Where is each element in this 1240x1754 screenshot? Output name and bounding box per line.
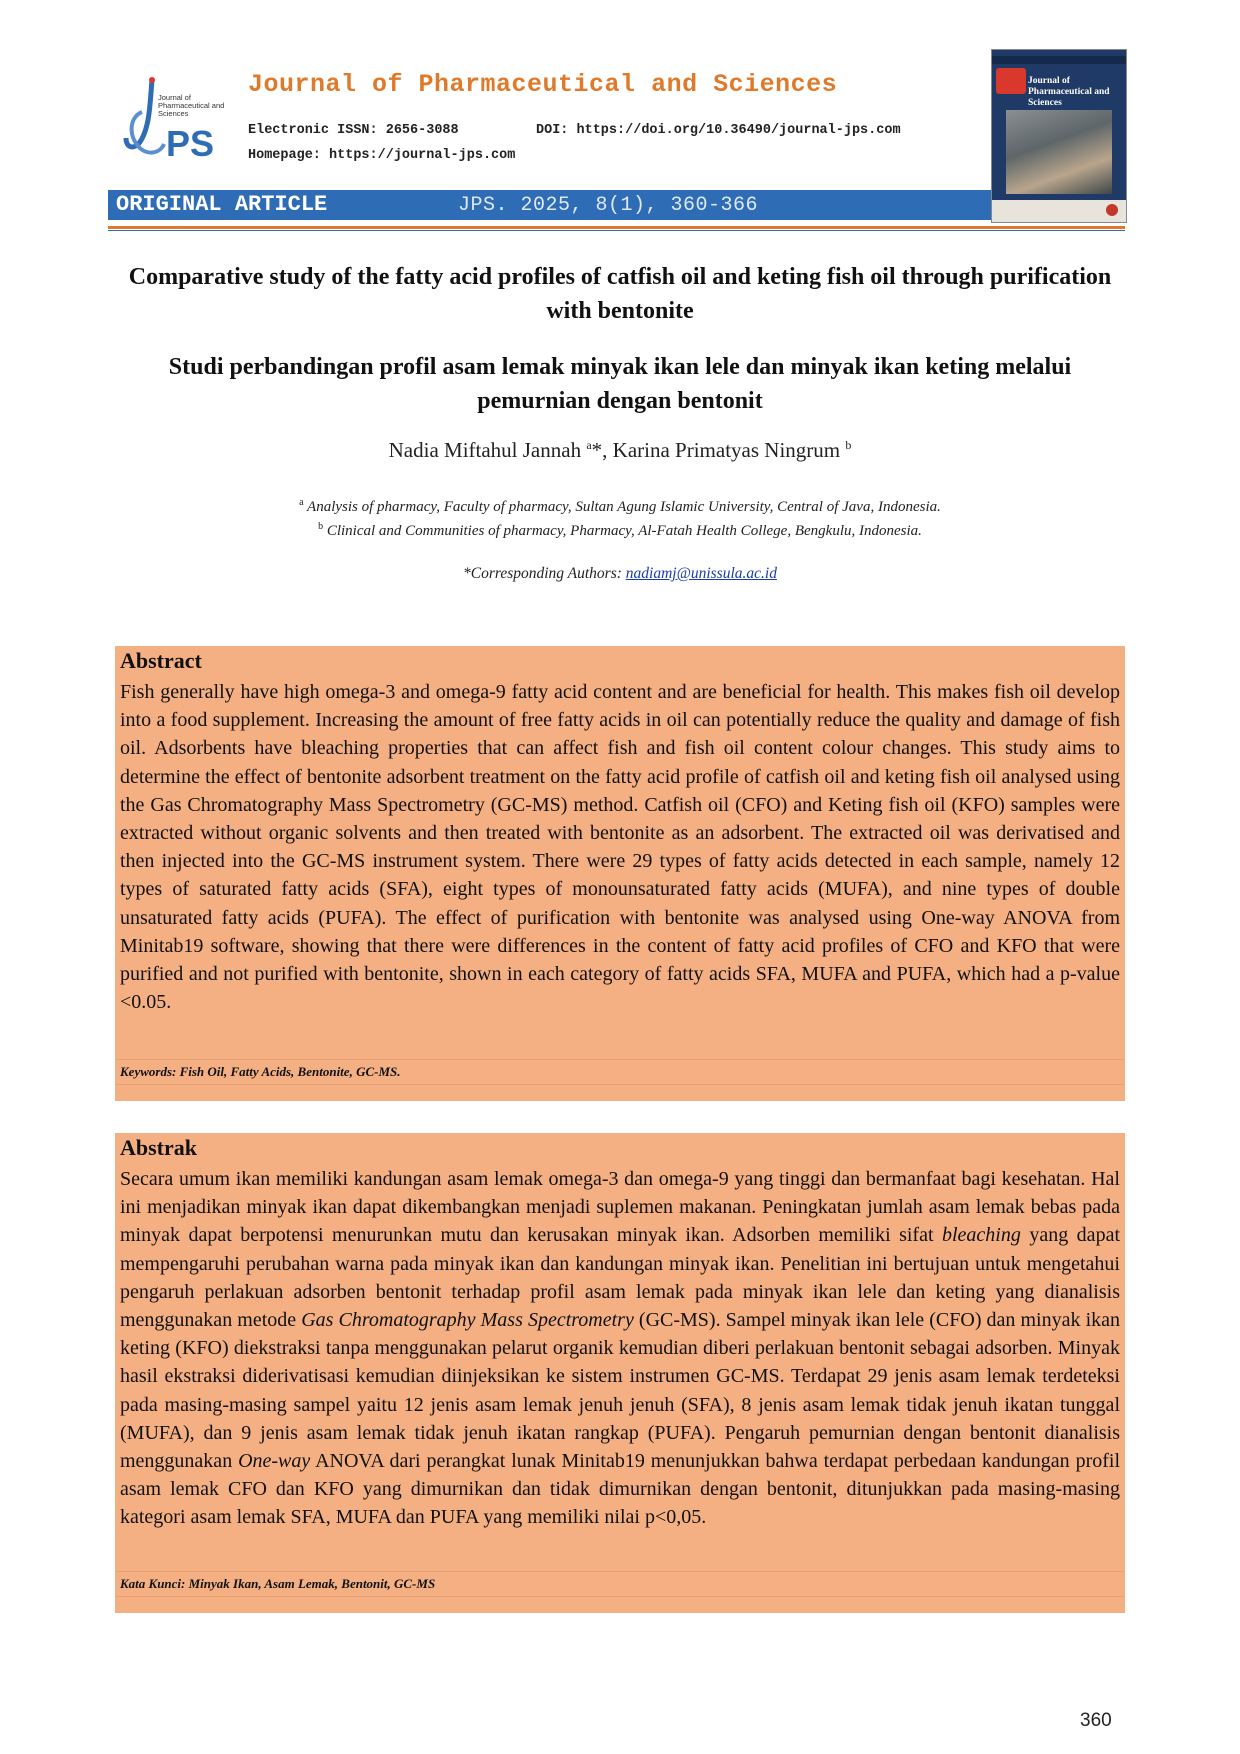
affiliation-text: Clinical and Communities of pharmacy, Pharmacy, Al-Fatah Health College, Bengkulu, Indonesia. [323,523,922,539]
abstrak-italic-term: bleaching [942,1224,1021,1247]
abstrak-text [120,1165,1120,1532]
keywords-divider [115,1571,1125,1572]
kata-kunci-line: Kata Kunci: Minyak Ikan, Asam Lemak, Bentonit, GC-MS [120,1576,436,1591]
author-affil-marker: b [845,438,852,452]
keywords-label: Keywords [120,1064,172,1079]
article-type-bar [108,190,991,220]
journal-title: Journal of Pharmaceutical and Sciences [248,70,838,99]
article-type: ORIGINAL ARTICLE [116,192,328,217]
affiliation-text: Analysis of pharmacy, Faculty of pharmacy, Sultan Agung Islamic University, Central of Java, Indonesia. [303,499,941,515]
keywords-line [120,1064,401,1080]
keywords-text: : Fish Oil, Fatty Acids, Bentonite, GC-MS. [172,1064,401,1079]
keywords-divider [115,1084,1125,1085]
abstract-english-box [115,646,1125,1101]
author-name: Karina Primatyas Ningrum [612,438,846,462]
abstrak-italic-term: One-way [238,1450,311,1473]
abstract-heading: Abstract [120,648,202,673]
abstrak-italic-term: Gas Chromatography Mass Spectrometry [301,1309,634,1332]
abstract-text: Fish generally have high omega-3 and omega-9 fatty acid content and are beneficial for health. This makes fish oil develop into a food supplement. Increasing the amount of free fatty acids in oil can potentially reduce the quality and damage of fish oil. Adsorbents have bleaching properties that can affect fish and fish oil content colour changes. This study aims to determine the effect of bentonite adsorbent treatment on the fatty acid profile of catfish oil and keting fish oil analysed using the Gas Chromatography Mass Spectrometry (GC-MS) method. Catfish oil (CFO) and Keting fish oil (KFO) samples were extracted without organic solvents and then treated with bentonite as an adsorbent. The extracted oil was derivatised and then injected into the GC-MS instrument system. There were 29 types of fatty acids detected in each sample, namely 12 types of saturated fatty acids (SFA), eight types of monounsaturated fatty acids (MUFA), and nine types of double unsaturated fatty acids (PUFA). The effect of purification with bentonite was analysed using One-way ANOVA from Minitab19 software, showing that there were differences in the content of fatty acid profiles of CFO and KFO that were purified and not purified with bentonite, shown in each category of fatty acids SFA, MUFA and PUFA, which had a p-value <0.05. [120,681,1120,1014]
keywords-divider [115,1596,1125,1597]
issn-text: Electronic ISSN: 2656-3088 [248,123,459,138]
doi-link[interactable]: DOI: https://doi.org/10.36490/journal-jps.com [536,123,901,138]
affiliation-b [110,521,1130,540]
logo-letters: PS [166,123,215,164]
journal-cover-image [991,49,1127,223]
cover-seal-icon [1106,204,1118,216]
author-affil-marker: a [586,438,592,452]
homepage-link[interactable]: Homepage: https://journal-jps.com [248,148,516,163]
corresponding-email-link[interactable]: nadiamj@unissula.ac.id [625,565,777,582]
header-divider [108,226,1125,229]
cover-logo-icon [996,68,1026,94]
corresponding-marker: *, [591,438,613,462]
abstrak-segment: ANOVA dari perangkat lunak Minitab19 menunjukkan bahwa terdapat perbedaan kandungan profil asam lemak CFO dan KFO yang dimurnikan dan tidak dimurnikan dengan bentonit, ditunjukkan pada masing-masing kategori asam lemak SFA, MUFA dan PUFA yang memiliki nilai p<0,05. [120,1450,1120,1529]
journal-logo [120,72,230,164]
abstrak-segment: yang dapat mempengaruhi perubahan warna pada minyak ikan dan kandungan minyak ikan. Penelitian ini bertujuan untuk mengetahui pengaruh perlakuan adsorben bentonit terhadap profil asam lemak pada minyak ikan lele dan keting yang dianalisis menggunakan metode [120,1224,1120,1332]
header-divider-thin [108,230,1125,231]
author-list [110,438,1130,463]
article-citation: JPS. 2025, 8(1), 360-366 [458,194,759,217]
logo-text: Journal of Pharmaceutical and Sciences [158,93,225,118]
affiliation-a [110,497,1130,516]
abstrak-segment: Secara umum ikan memiliki kandungan asam lemak omega-3 dan omega-9 yang tinggi dan bermanfaat bagi kesehatan. Hal ini menjadikan minyak ikan dapat dikembangkan menjadi suplemen makanan. Peningkatan jumlah asam lemak bebas pada minyak dapat berpotensi menurunkan mutu dan kerusakan minyak ikan. Adsorben memiliki sifat [120,1168,1120,1247]
cover-title: Journal of Pharmaceutical and Sciences [1028,76,1110,108]
article-title-english: Comparative study of the fatty acid profiles of catfish oil and keting fish oil through purification with bentonite [128,264,1112,324]
abstrak-segment: (GC-MS). Sampel minyak ikan lele (CFO) dan minyak ikan keting (KFO) diekstraksi tanpa menggunakan pelarut organik kemudian diberi perlakuan bentonit sebagai adsorben. Minyak hasil ekstraksi diderivatisasi kemudian diinjeksikan ke sistem instrumen GC-MS. Terdapat 29 jenis asam lemak terdeteksi pada masing-masing sampel yaitu 12 jenis asam lemak jenuh jenuh (SFA), 8 jenis asam lemak tidak jenuh ikatan tunggal (MUFA), dan 9 jenis asam lemak tidak jenuh ikatan rangkap (PUFA). Pengaruh pemurnian dengan bentonit dianalisis menggunakan [120,1309,1121,1473]
author-name: Nadia Miftahul Jannah [388,438,587,462]
article-title-indonesian: Studi perbandingan profil asam lemak minyak ikan lele dan minyak ikan keting melalui pemurnian dengan bentonit [168,354,1072,414]
abstrak-heading: Abstrak [120,1135,198,1160]
affiliation-marker: a [299,497,304,508]
jps-logo-icon [120,72,230,164]
corresponding-author [110,565,1130,583]
cover-top-strip [992,56,1126,64]
corresponding-label: *Corresponding Authors: [463,565,626,582]
keywords-divider [115,1059,1125,1060]
affiliation-marker: b [318,521,324,532]
cover-photo [1006,110,1112,194]
page-number: 360 [1080,1710,1112,1731]
abstract-indonesian-box [115,1133,1125,1613]
